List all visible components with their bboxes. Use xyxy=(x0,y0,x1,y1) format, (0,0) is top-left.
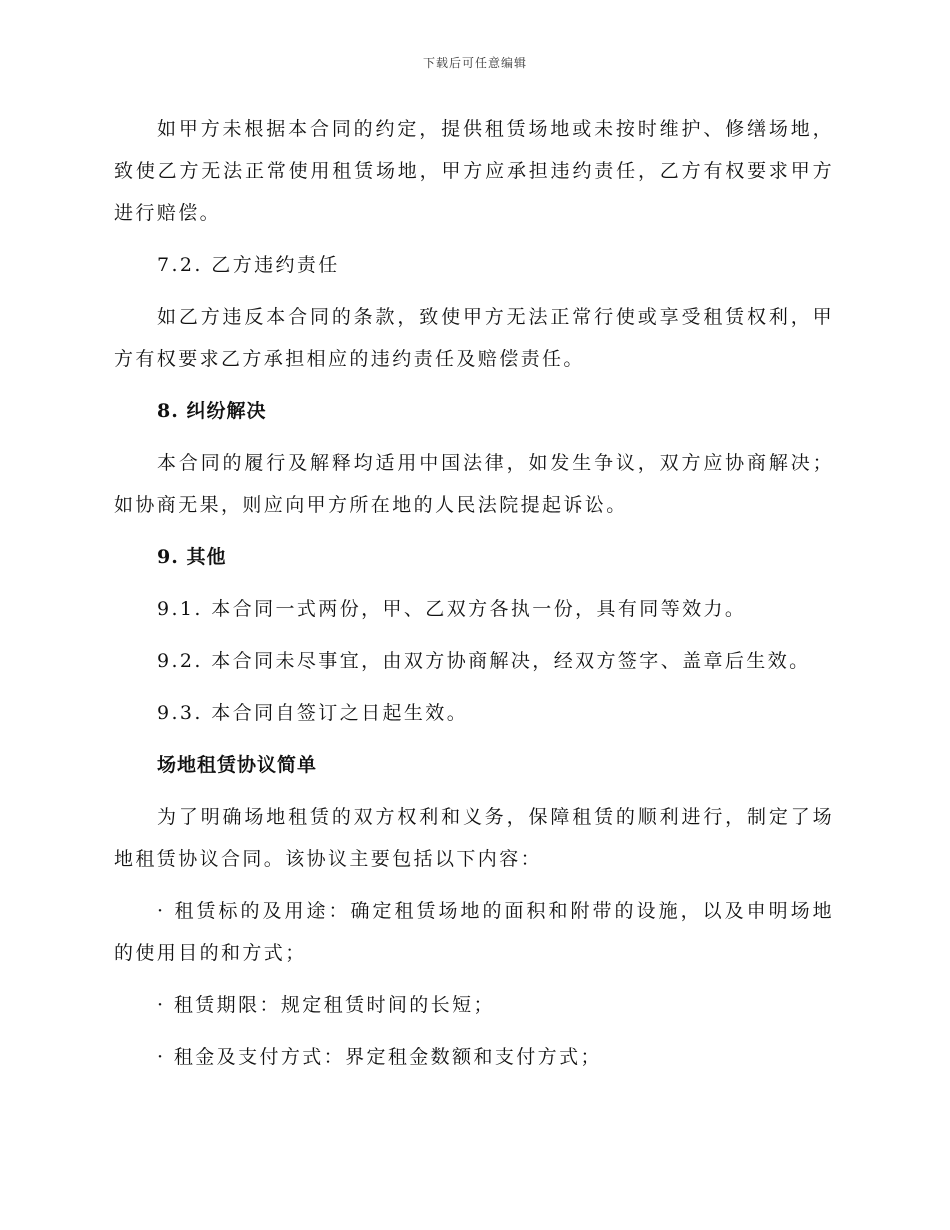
section-7-2-heading: 7.2. 乙方违约责任 xyxy=(157,254,340,276)
clause-9-1: 9.1. 本合同一式两份，甲、乙双方各执一份，具有同等效力。 xyxy=(157,598,747,620)
bullet-lease-term: · 租赁期限：规定租赁时间的长短； xyxy=(157,994,495,1016)
clause-9-2: 9.2. 本合同未尽事宜，由双方协商解决，经双方签字、盖章后生效。 xyxy=(157,650,811,672)
agreement-title: 场地租赁协议简单 xyxy=(157,754,318,776)
bullet-lease-subject: · 租赁标的及用途：确定租赁场地的面积和附带的设施，以及申明场地的使用目的和方式； xyxy=(114,900,834,964)
bullet-rent-payment: · 租金及支付方式：界定租金数额和支付方式； xyxy=(157,1046,602,1068)
section-8-heading: 8. 纠纷解决 xyxy=(157,400,267,422)
paragraph-landlord-breach: 如甲方未根据本合同的约定，提供租赁场地或未按时维护、修缮场地，致使乙方无法正常使用租赁场地，甲方应承担违约责任，乙方有权要求甲方进行赔偿。 xyxy=(114,118,834,224)
paragraph-tenant-breach: 如乙方违反本合同的条款，致使甲方无法正常行使或享受租赁权利，甲方有权要求乙方承担相应的违约责任及赔偿责任。 xyxy=(114,306,834,370)
page-header: 下载后可任意编辑 xyxy=(422,56,527,70)
paragraph-dispute-resolution: 本合同的履行及解释均适用中国法律，如发生争议，双方应协商解决；如协商无果，则应向甲方所在地的人民法院提起诉讼。 xyxy=(114,452,834,516)
paragraph-agreement-intro: 为了明确场地租赁的双方权利和义务，保障租赁的顺利进行，制定了场地租赁协议合同。该协议主要包括以下内容： xyxy=(114,806,834,870)
section-9-heading: 9. 其他 xyxy=(157,546,227,568)
clause-9-3: 9.3. 本合同自签订之日起生效。 xyxy=(157,702,469,724)
document-body xyxy=(114,108,834,1088)
